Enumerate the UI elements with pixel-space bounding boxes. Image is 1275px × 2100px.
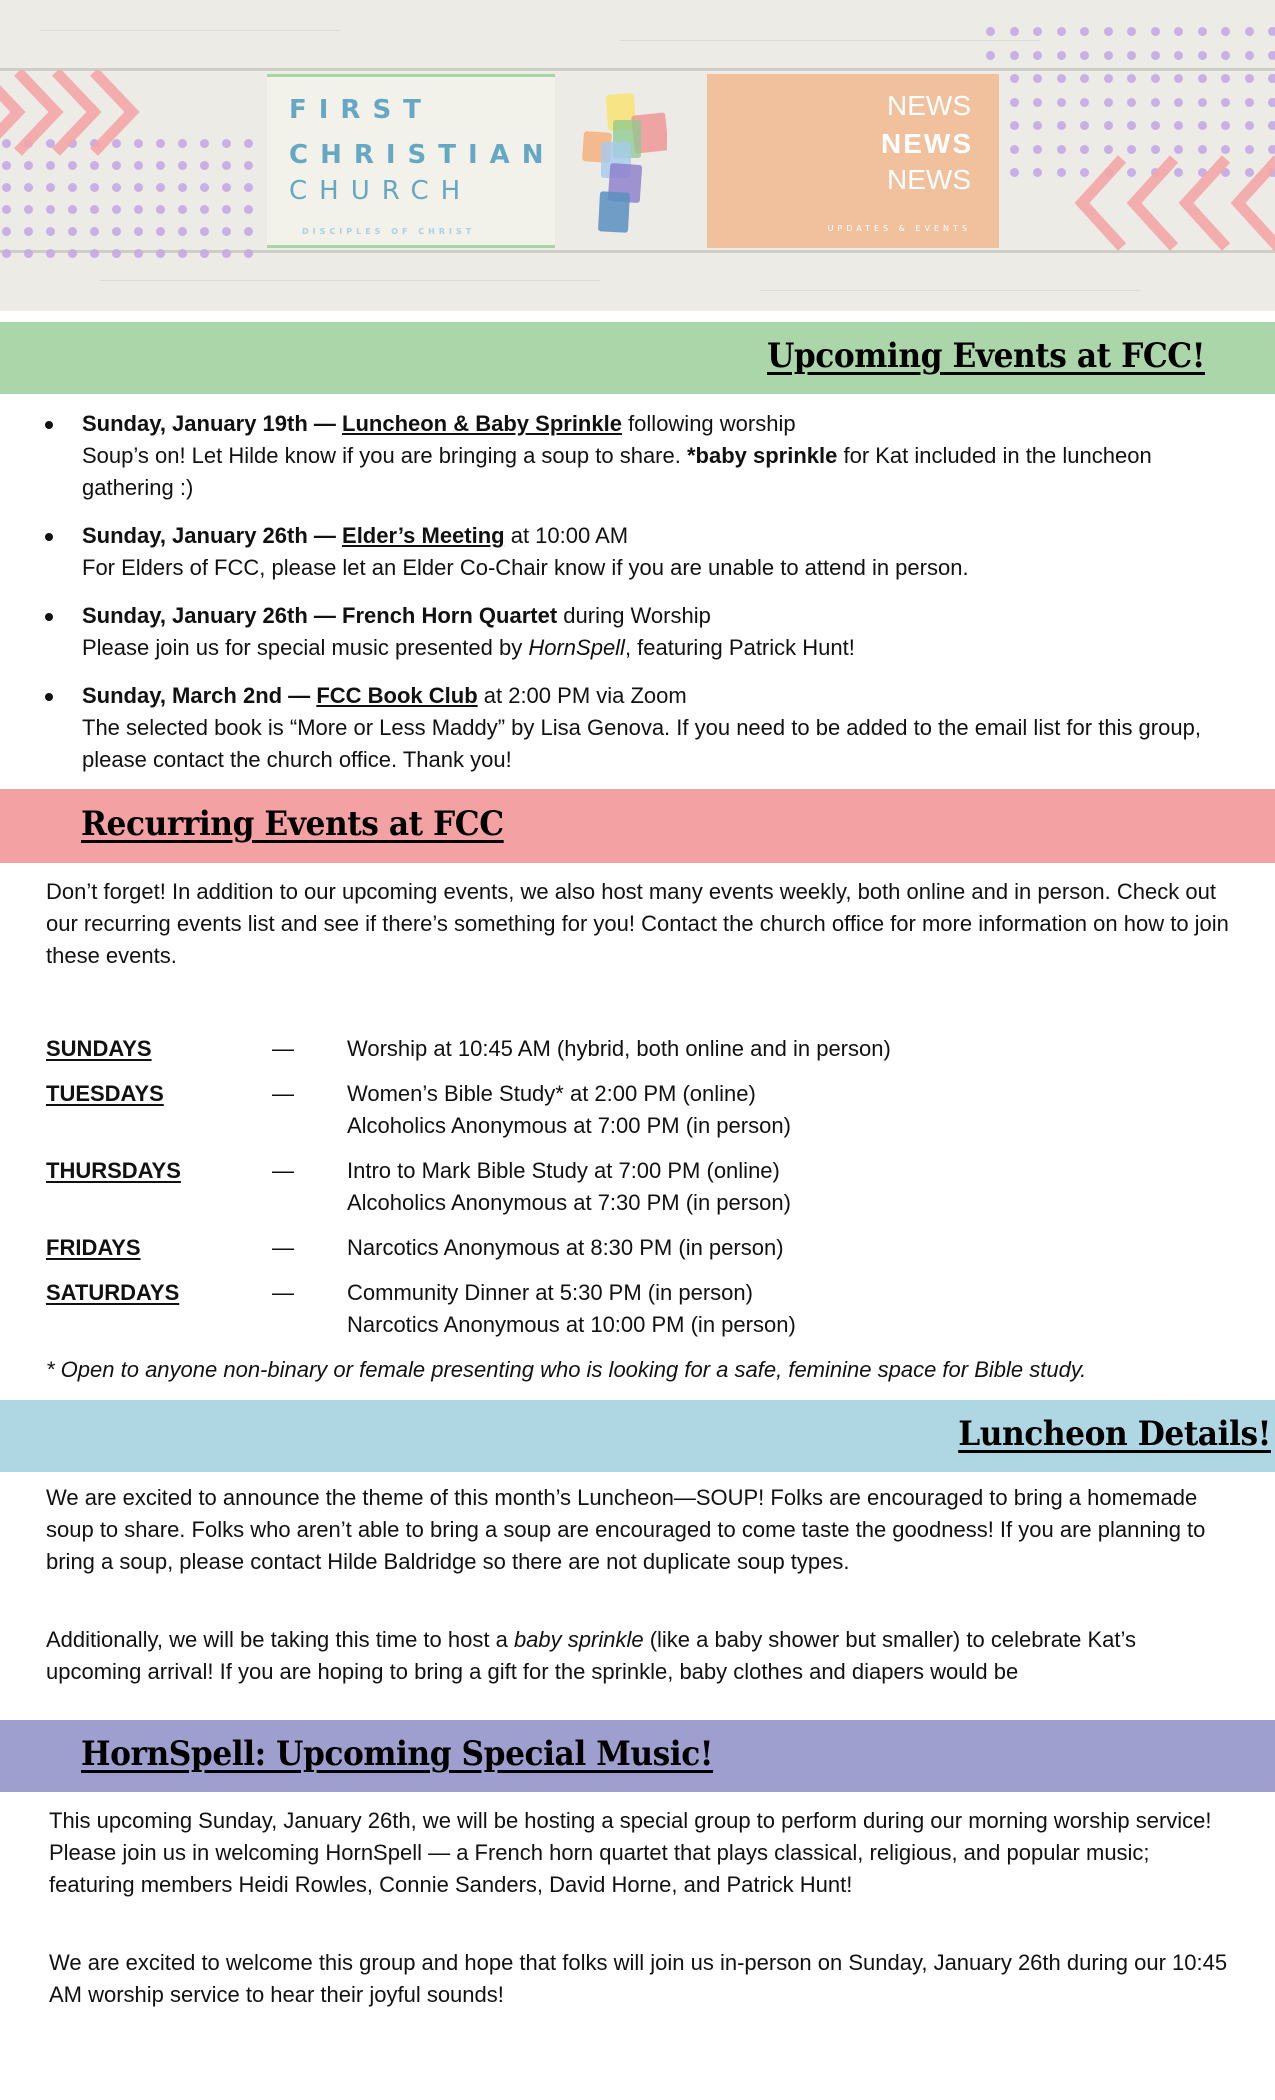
denomination-subtitle: DISCIPLES OF CHRIST (302, 227, 476, 236)
decorative-dot (1127, 27, 1136, 36)
decorative-dot (200, 249, 209, 258)
decorative-dot (1080, 98, 1089, 107)
luncheon-paragraph-2 (46, 1624, 1236, 1688)
decorative-dot (1221, 121, 1230, 130)
decorative-dot (1033, 168, 1042, 177)
decorative-dot (68, 227, 77, 236)
section-title-hornspell: HornSpell: Upcoming Special Music! (81, 1734, 714, 1774)
decorative-dot (178, 249, 187, 258)
schedule-item: Community Dinner at 5:30 PM (in person) (347, 1280, 753, 1305)
decorative-dot (200, 205, 209, 214)
bullet-icon (45, 693, 53, 701)
decorative-dot (134, 205, 143, 214)
event-suffix: following worship (621, 411, 796, 436)
event-date: Sunday, January 19th — (82, 411, 343, 436)
section-header-recurring (0, 789, 1275, 863)
bullet-icon (45, 613, 53, 621)
section-header-luncheon (0, 1400, 1275, 1472)
decorative-dot (1221, 51, 1230, 60)
event-name: French Horn Quartet (342, 603, 558, 628)
event-suffix: at 10:00 AM (504, 523, 629, 548)
event-description (82, 632, 1205, 664)
decorative-dot (1174, 121, 1183, 130)
event-heading (82, 680, 1205, 712)
event-suffix: during Worship (557, 603, 711, 628)
decorative-dot (1080, 121, 1089, 130)
decorative-dot (24, 205, 33, 214)
schedule-separator: — (272, 1158, 294, 1183)
schedule-day: SUNDAYS (46, 1036, 152, 1061)
news-subtitle: UPDATES & EVENTS (827, 224, 971, 233)
decorative-dot (1104, 121, 1113, 130)
chevron-right-decoration-icon (0, 70, 160, 160)
decorative-dot (1033, 145, 1042, 154)
decorative-dot (1174, 98, 1183, 107)
event-date: Sunday, January 26th — (82, 603, 343, 628)
decorative-dot (112, 249, 121, 258)
event-description-text: Please join us for special music presented by (82, 635, 529, 660)
decorative-dot (24, 161, 33, 170)
decorative-dot (1080, 145, 1089, 154)
decorative-dot (156, 249, 165, 258)
decorative-dot (1127, 74, 1136, 83)
decorative-dot (222, 183, 231, 192)
decorative-dot (24, 183, 33, 192)
header-banner (0, 0, 1275, 311)
church-name-line-2: CHRISTIAN (289, 140, 556, 170)
decorative-dot (222, 139, 231, 148)
decorative-dot (2, 249, 11, 258)
bullet-icon (45, 421, 53, 429)
decorative-dot (1151, 51, 1160, 60)
decorative-dot (178, 161, 187, 170)
decorative-dot (1151, 121, 1160, 130)
recurring-intro-paragraph: Don’t forget! In addition to our upcoming events, we also host many events weekly, both online and in person. Check out our recurring events list and see if there’s something for you! Contact the church office for more information on how to join these events. (46, 879, 1229, 968)
decorative-dot (986, 51, 995, 60)
decorative-dot (68, 205, 77, 214)
decorative-dot (222, 161, 231, 170)
decorative-dot (68, 183, 77, 192)
schedule-item: Women’s Bible Study* at 2:00 PM (online) (347, 1081, 756, 1106)
decorative-dot (46, 183, 55, 192)
event-description-emphasis: HornSpell (528, 635, 625, 660)
wood-plank-line (0, 68, 1275, 71)
decorative-dot (1033, 98, 1042, 107)
decorative-dot (46, 205, 55, 214)
schedule-item: Narcotics Anonymous at 8:30 PM (in person) (347, 1235, 784, 1260)
decorative-dot (1198, 51, 1207, 60)
decorative-dot (222, 227, 231, 236)
wood-grain (100, 280, 600, 281)
schedule-footnote: * Open to anyone non-binary or female presenting who is looking for a safe, feminine space for Bible study. (46, 1357, 1087, 1382)
hornspell-paragraph-1: This upcoming Sunday, January 26th, we will be hosting a special group to perform during our morning worship service! Please join us in welcoming HornSpell — a French horn quartet that plays classical, religious, and popular music; featuring members Heidi Rowles, Connie Sanders, David Horne, and Patrick Hunt! (49, 1808, 1212, 1897)
decorative-dot (1127, 121, 1136, 130)
luncheon-emphasis: baby sprinkle (513, 1627, 644, 1652)
event-heading (82, 520, 1205, 552)
schedule-separator: — (272, 1036, 294, 1061)
decorative-dot (222, 205, 231, 214)
schedule-day: TUESDAYS (46, 1081, 164, 1106)
church-name-line-1: FIRST (289, 95, 433, 125)
decorative-dot (68, 161, 77, 170)
section-title-recurring: Recurring Events at FCC (81, 804, 504, 844)
decorative-dot (1151, 145, 1160, 154)
event-description-text: Soup’s on! Let Hilde know if you are bringing a soup to share. (82, 443, 687, 468)
decorative-dot (90, 227, 99, 236)
section-title-luncheon: Luncheon Details! (958, 1414, 1271, 1454)
decorative-dot (200, 161, 209, 170)
decorative-dot (1268, 98, 1275, 107)
decorative-dot (178, 183, 187, 192)
decorative-dot (1057, 121, 1066, 130)
decorative-dot (178, 227, 187, 236)
luncheon-text: Additionally, we will be taking this time to host a (46, 1627, 514, 1652)
decorative-dot (1033, 51, 1042, 60)
event-description: The selected book is “More or Less Maddy” by Lisa Genova. If you need to be added to the email list for this group, please contact the church office. Thank you! (82, 715, 1201, 772)
decorative-dot (2, 161, 11, 170)
decorative-dot (112, 161, 121, 170)
decorative-dot (986, 27, 995, 36)
decorative-dot (112, 183, 121, 192)
decorative-dot (1198, 98, 1207, 107)
bullet-icon (45, 533, 53, 541)
decorative-dot (156, 205, 165, 214)
decorative-dot (112, 205, 121, 214)
decorative-dot (200, 139, 209, 148)
decorative-dot (1080, 74, 1089, 83)
decorative-dot (156, 161, 165, 170)
decorative-dot (1268, 121, 1275, 130)
decorative-dot (244, 183, 253, 192)
decorative-dot (68, 249, 77, 258)
decorative-dot (1010, 168, 1019, 177)
event-date: Sunday, March 2nd — (82, 683, 317, 708)
schedule-separator: — (272, 1081, 294, 1106)
schedule-row (46, 1033, 1246, 1065)
wood-grain (620, 40, 1040, 41)
decorative-dot (1057, 145, 1066, 154)
decorative-dot (24, 227, 33, 236)
schedule-item: Worship at 10:45 AM (hybrid, both online and in person) (347, 1036, 891, 1061)
decorative-dot (178, 139, 187, 148)
decorative-dot (244, 205, 253, 214)
decorative-dot (1174, 74, 1183, 83)
hornspell-paragraph-2: We are excited to welcome this group and hope that folks will join us in-person on Sunday, January 26th during our 10:45 AM worship service to hear their joyful sounds! (49, 1950, 1228, 2007)
decorative-dot (1245, 121, 1254, 130)
decorative-dot (1198, 121, 1207, 130)
decorative-dot (222, 249, 231, 258)
decorative-dot (1127, 98, 1136, 107)
upcoming-events-list (0, 408, 1275, 792)
schedule-item: Intro to Mark Bible Study at 7:00 PM (online) (347, 1158, 780, 1183)
section-title-upcoming: Upcoming Events at FCC! (767, 336, 1205, 376)
church-name-box (267, 74, 555, 248)
decorative-dot (1033, 27, 1042, 36)
decorative-dot (1057, 27, 1066, 36)
decorative-dot (1245, 51, 1254, 60)
decorative-dot (1104, 145, 1113, 154)
decorative-dot (46, 227, 55, 236)
event-description: For Elders of FCC, please let an Elder Co-Chair know if you are unable to attend in person. (82, 555, 969, 580)
church-name-line-3: CHURCH (289, 176, 473, 206)
event-heading (82, 408, 1205, 440)
news-heading-line-3: NEWS (887, 164, 971, 195)
decorative-dot (2, 205, 11, 214)
event-item (0, 680, 1275, 776)
decorative-dot (1057, 74, 1066, 83)
event-name: Elder’s Meeting (342, 523, 505, 548)
decorative-dot (46, 161, 55, 170)
wood-grain (40, 30, 340, 31)
event-suffix: at 2:00 PM via Zoom (477, 683, 687, 708)
schedule-item: Alcoholics Anonymous at 7:30 PM (in person) (347, 1190, 791, 1215)
schedule-item: Alcoholics Anonymous at 7:00 PM (in person) (347, 1113, 791, 1138)
decorative-dot (244, 227, 253, 236)
decorative-dot (1080, 51, 1089, 60)
decorative-dot (1151, 98, 1160, 107)
decorative-dot (178, 205, 187, 214)
decorative-dot (1010, 27, 1019, 36)
newsletter-title-box (707, 74, 999, 248)
decorative-dot (1127, 51, 1136, 60)
wood-grain (760, 290, 1140, 291)
decorative-dot (1104, 27, 1113, 36)
event-description-text: for Kat included in the luncheon gathering :) (82, 443, 1152, 500)
schedule-row (46, 1232, 1246, 1264)
decorative-dot (1057, 98, 1066, 107)
decorative-dot (1174, 51, 1183, 60)
chevron-left-decoration-icon (1072, 155, 1275, 255)
schedule-row (46, 1277, 1246, 1341)
decorative-dot (1174, 145, 1183, 154)
decorative-dot (244, 249, 253, 258)
decorative-dot (1033, 74, 1042, 83)
decorative-dot (244, 161, 253, 170)
luncheon-paragraph-1: We are excited to announce the theme of this month’s Luncheon—SOUP! Folks are encouraged to bring a homemade soup to share. Folks who aren’t able to bring a soup are encouraged to come taste the goodness! If you are planning to bring a soup, please contact Hilde Baldridge so there are not duplicate soup types. (46, 1485, 1206, 1574)
section-header-hornspell (0, 1720, 1275, 1792)
decorative-dot (1104, 98, 1113, 107)
decorative-dot (1245, 145, 1254, 154)
decorative-dot (1010, 145, 1019, 154)
decorative-dot (156, 227, 165, 236)
decorative-dot (90, 249, 99, 258)
decorative-dot (1268, 51, 1275, 60)
section-header-upcoming (0, 322, 1275, 394)
event-name: FCC Book Club (316, 683, 478, 708)
event-description (82, 440, 1205, 504)
decorative-dot (1198, 74, 1207, 83)
recurring-schedule (46, 1033, 1246, 1354)
decorative-dot (134, 227, 143, 236)
decorative-dot (1221, 98, 1230, 107)
schedule-day: THURSDAYS (46, 1158, 181, 1183)
decorative-dot (90, 183, 99, 192)
schedule-separator: — (272, 1280, 294, 1305)
decorative-dot (1268, 74, 1275, 83)
decorative-dot (1010, 121, 1019, 130)
decorative-dot (244, 139, 253, 148)
decorative-dot (134, 183, 143, 192)
news-heading-line-2: NEWS (881, 128, 973, 159)
decorative-dot (1010, 51, 1019, 60)
luncheon-text: (like a baby shower but smaller) to celebrate Kat’s upcoming arrival! If you are hoping to bring a gift for the sprinkle, baby clothes and diapers would be (46, 1627, 1136, 1684)
decorative-dot (112, 227, 121, 236)
decorative-dot (134, 161, 143, 170)
news-heading-line-1: NEWS (887, 90, 971, 121)
decorative-dot (1057, 168, 1066, 177)
decorative-dot (1245, 74, 1254, 83)
decorative-dot (134, 249, 143, 258)
decorative-dot (1221, 27, 1230, 36)
decorative-dot (1245, 27, 1254, 36)
decorative-dot (1174, 27, 1183, 36)
decorative-dot (200, 227, 209, 236)
decorative-dot (46, 249, 55, 258)
schedule-row (46, 1155, 1246, 1219)
decorative-dot (1010, 74, 1019, 83)
schedule-day: FRIDAYS (46, 1235, 141, 1260)
decorative-dot (200, 183, 209, 192)
decorative-dot (1268, 145, 1275, 154)
chalice-cross-logo-icon (577, 92, 667, 242)
decorative-dot (1268, 27, 1275, 36)
decorative-dot (90, 205, 99, 214)
decorative-dot (1198, 145, 1207, 154)
decorative-dot (1221, 74, 1230, 83)
decorative-dot (1151, 74, 1160, 83)
decorative-dot (24, 249, 33, 258)
decorative-dot (90, 161, 99, 170)
decorative-dot (1245, 98, 1254, 107)
decorative-dot (1033, 121, 1042, 130)
event-item (0, 520, 1275, 584)
event-description-text: , featuring Patrick Hunt! (624, 635, 855, 660)
decorative-dot (1198, 27, 1207, 36)
event-name: Luncheon & Baby Sprinkle (342, 411, 622, 436)
decorative-dot (156, 183, 165, 192)
schedule-row (46, 1078, 1246, 1142)
decorative-dot (1080, 27, 1089, 36)
decorative-dot (1104, 74, 1113, 83)
event-item (0, 408, 1275, 504)
schedule-day: SATURDAYS (46, 1280, 180, 1305)
decorative-dot (1104, 51, 1113, 60)
event-date: Sunday, January 26th — (82, 523, 343, 548)
decorative-dot (1010, 98, 1019, 107)
event-description-emphasis: *baby sprinkle (686, 443, 838, 468)
event-item (0, 600, 1275, 664)
schedule-item: Narcotics Anonymous at 10:00 PM (in person) (347, 1312, 796, 1337)
decorative-dot (2, 227, 11, 236)
event-heading (82, 600, 1205, 632)
decorative-dot (2, 183, 11, 192)
decorative-dot (1057, 51, 1066, 60)
decorative-dot (1127, 145, 1136, 154)
schedule-separator: — (272, 1235, 294, 1260)
decorative-dot (1221, 145, 1230, 154)
decorative-dot (1151, 27, 1160, 36)
